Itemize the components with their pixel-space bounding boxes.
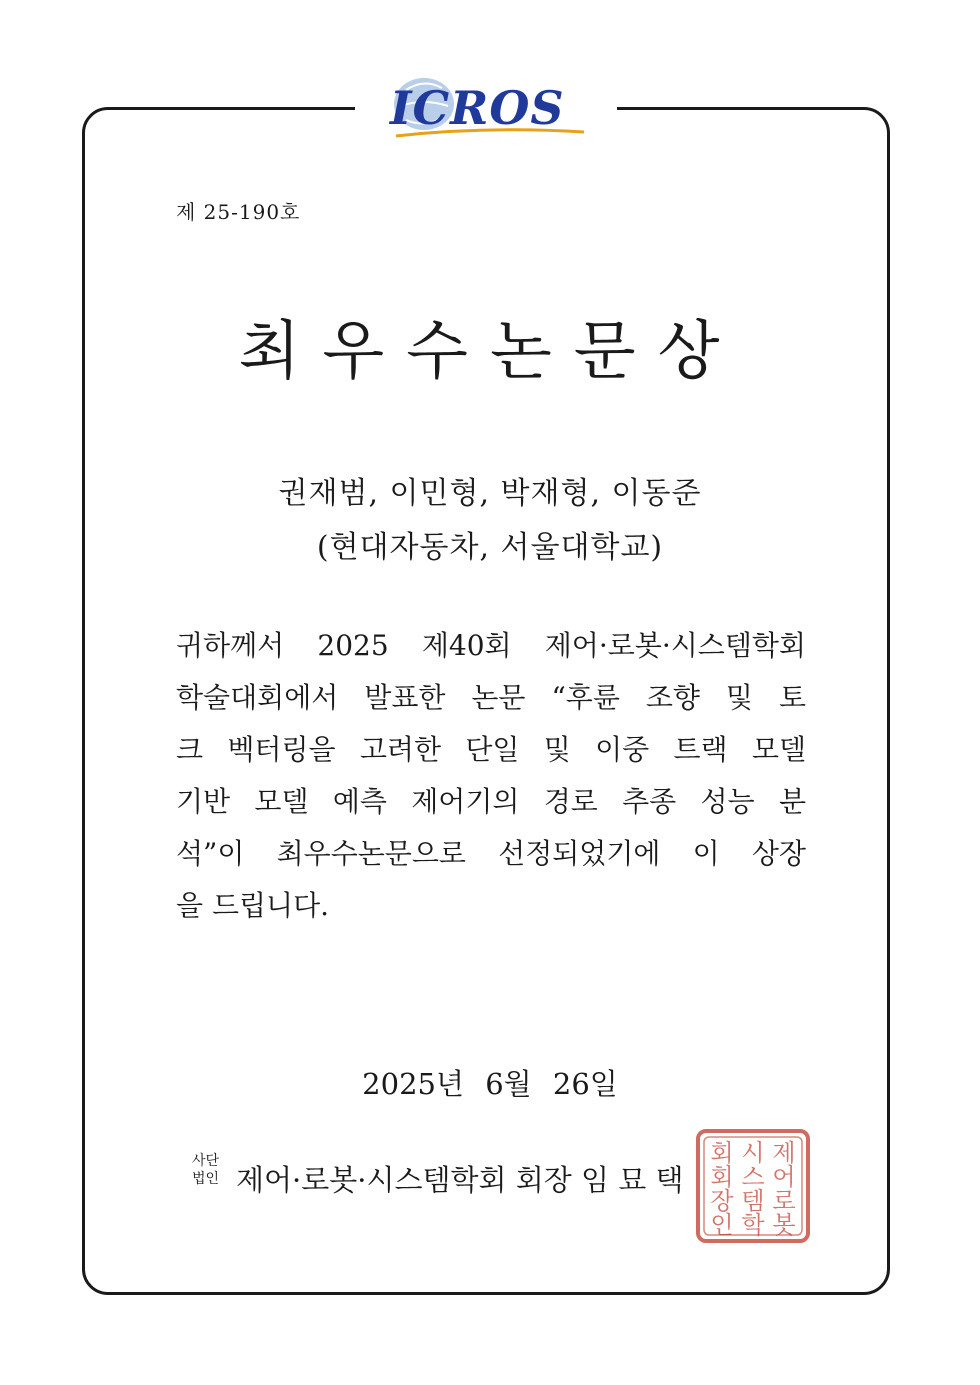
official-seal-stamp <box>694 1127 812 1245</box>
organization-signature: 제어·로봇·시스템학회 회장 임 묘 택 <box>236 1163 684 1197</box>
org-type <box>192 1152 219 1188</box>
affiliation: (현대자동차, 서울대학교) <box>316 530 664 565</box>
certificate-number: 제 25-190호 <box>176 200 301 224</box>
body-line: 기반 모델 예측 제어기의 경로 추종 성능 분 <box>176 785 806 818</box>
seal-character: 시 <box>741 1139 765 1167</box>
body-line: 석”이 최우수논문으로 선정되었기에 이 상장 <box>176 837 806 870</box>
seal-character: 어 <box>772 1163 796 1191</box>
seal-character: 템 <box>741 1187 765 1215</box>
recipients: 권재범, 이민형, 박재형, 이동준 <box>278 476 702 511</box>
body-line: 을 드립니다. <box>176 889 330 922</box>
org-type-line: 사단 <box>192 1153 220 1169</box>
seal-character: 스 <box>741 1163 765 1191</box>
icros-logo <box>376 68 596 148</box>
seal-character: 봇 <box>772 1211 796 1239</box>
svg-text:ICROS: ICROS <box>390 81 565 135</box>
seal-character: 제 <box>772 1139 796 1167</box>
award-date: 2025년 6월 26일 <box>362 1067 618 1101</box>
seal-character: 학 <box>741 1211 765 1239</box>
org-type-line: 법인 <box>192 1171 220 1187</box>
seal-character: 회 <box>710 1163 734 1191</box>
seal-character: 인 <box>710 1211 734 1239</box>
seal-character: 회 <box>710 1139 734 1167</box>
award-title: 최우수논문상 <box>238 315 742 389</box>
body-line: 크 벡터링을 고려한 단일 및 이중 트랙 모델 <box>176 733 806 766</box>
body-line: 학술대회에서 발표한 논문 “후륜 조향 및 토 <box>176 681 806 714</box>
seal-character: 로 <box>772 1187 796 1215</box>
body-line: 귀하께서 2025 제40회 제어·로봇·시스템학회 <box>176 629 806 662</box>
seal-character: 장 <box>710 1187 734 1215</box>
